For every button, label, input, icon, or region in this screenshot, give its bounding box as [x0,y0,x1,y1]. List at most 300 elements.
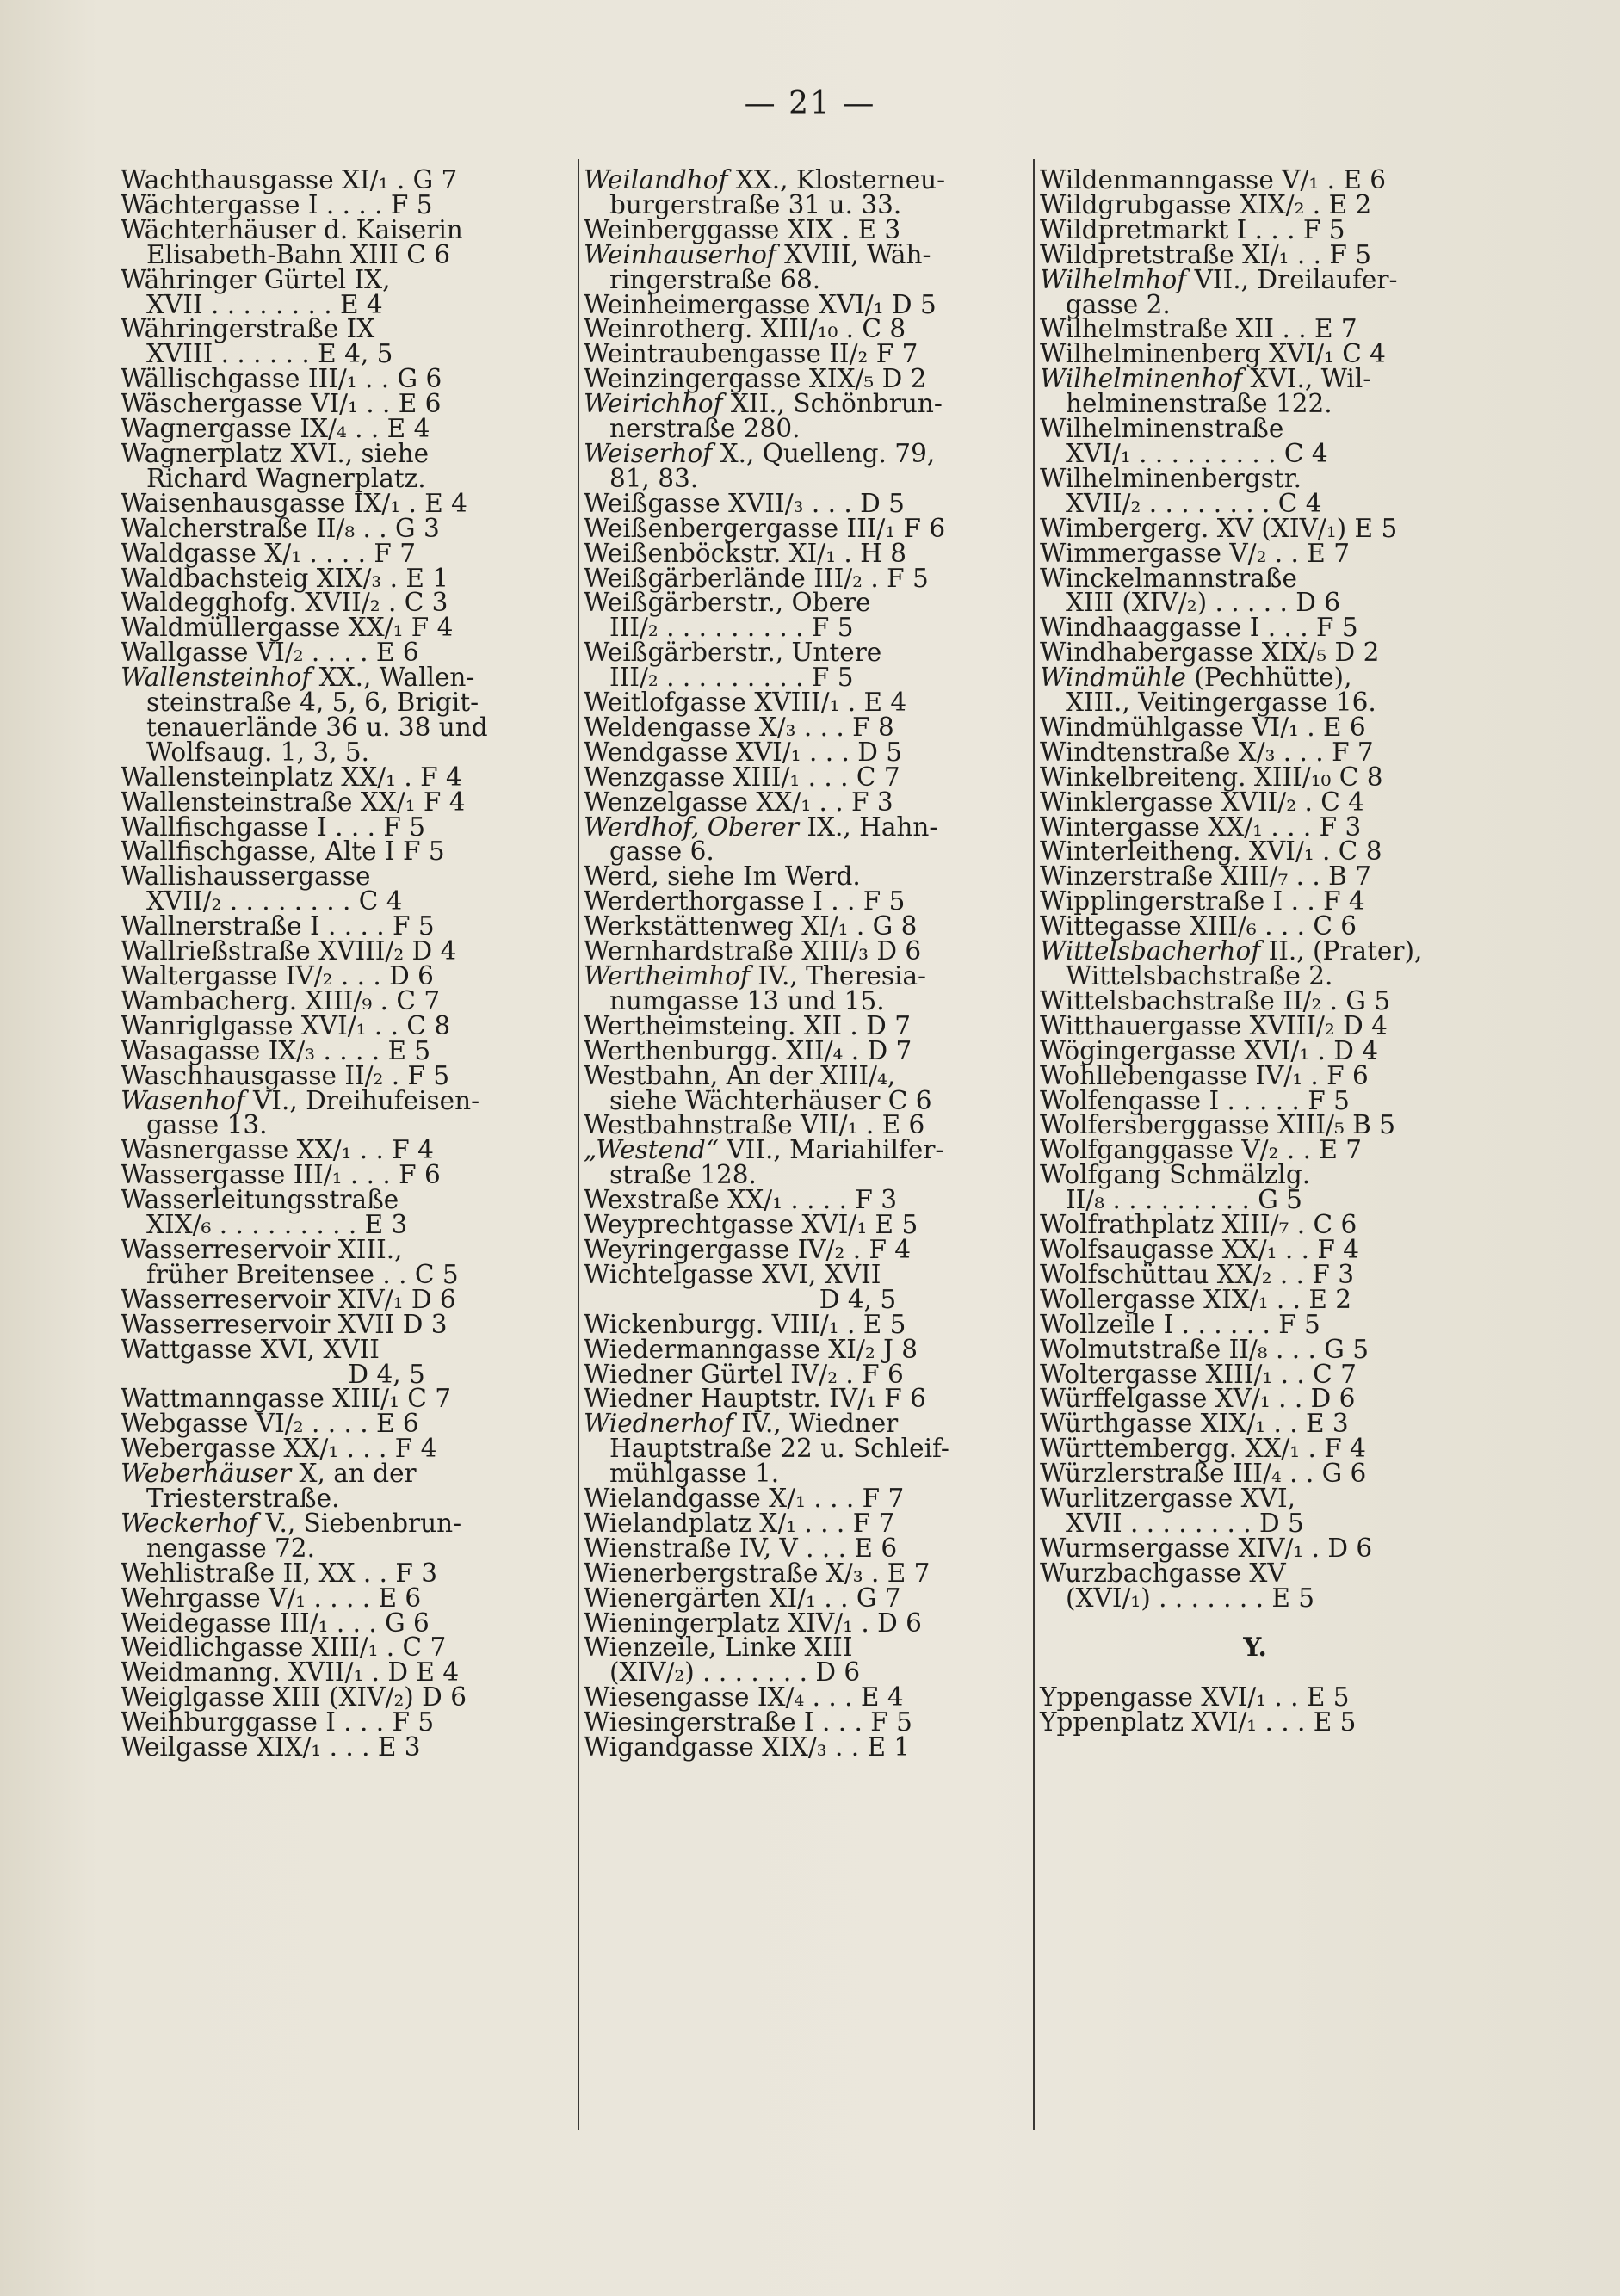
entry-line: Wigandgasse XIX/₃ . . E 1 [584,1732,911,1762]
index-entry [584,961,1014,1015]
index-entry [584,165,1014,219]
index-entry [1040,1010,1470,1040]
entry-line: D 4, 5 [609,1284,897,1314]
entry-line: Weyringergasse IV/₂ . F 4 [584,1234,912,1264]
entry-italic-name: Weirichhof [584,389,723,419]
index-entry [584,1558,1014,1588]
entry-line: Windhaaggasse I . . . F 5 [1040,613,1358,643]
index-entry [584,762,1014,792]
entry-line: Waldbachsteig XIX/₃ . E 1 [121,563,449,593]
entry-text: VI., Dreihufeisen- [244,1085,480,1115]
entry-line: Währingerstraße IX [121,314,375,344]
entry-line: Werthenburgg. XII/₄ . D 7 [584,1035,912,1065]
entry-line: Wattmanngasse XIII/₁ C 7 [121,1384,452,1414]
entry-text: II., (Prater), [1260,936,1423,966]
index-entry [584,1608,1014,1638]
entry-line: Walcherstraße II/₈ . . G 3 [121,513,440,543]
index-entry [1040,1284,1470,1314]
index-entry [584,936,1014,966]
entry-line: früher Breitensee . . C 5 [146,1259,459,1289]
index-entry [1040,364,1470,419]
index-column-3 [1040,165,1470,1737]
entry-line: Winklergasse XVII/₂ . C 4 [1040,787,1364,817]
index-entry [1040,214,1470,244]
index-entry [1040,911,1470,941]
index-entry [1040,1234,1470,1264]
entry-italic-name: Wallensteinhof [121,663,312,693]
entry-line: XVIII . . . . . . E 4, 5 [146,339,393,369]
index-entry [584,1234,1014,1264]
index-entry [584,339,1014,369]
entry-line: II/₈ . . . . . . . . . G 5 [1066,1185,1302,1215]
index-entry [121,1608,551,1638]
index-entry [584,1060,1014,1115]
entry-line: Wolfsaug. 1, 3, 5. [146,737,369,767]
entry-line [121,663,551,693]
entry-line: Weidegasse III/₁ . . . G 6 [121,1608,430,1638]
index-entry [584,1210,1014,1240]
index-entry [1040,1707,1470,1737]
index-entry [584,861,1014,892]
entry-line [584,1135,1014,1165]
entry-line: Wambacherg. XIII/₉ . C 7 [121,985,441,1015]
index-entry [121,1682,551,1713]
entry-line: Wolfgang Schmälzlg. [1040,1160,1311,1190]
index-entry [1040,1359,1470,1389]
index-entry [584,812,1014,867]
index-entry [584,1010,1014,1040]
entry-line [1040,264,1470,294]
entry-line: Wiedner Gürtel IV/₂ . F 6 [584,1359,904,1389]
index-entry [121,1583,551,1613]
entry-text: IV., Wiedner [733,1409,899,1439]
entry-line: XVII/₂ . . . . . . . . C 4 [1066,488,1322,518]
index-entry [1040,1259,1470,1289]
entry-italic-name: Wertheimhof [584,961,750,991]
index-entry [1040,985,1470,1015]
entry-line: Wittelsbachstraße 2. [1066,961,1333,991]
entry-line: III/₂ . . . . . . . . . F 5 [609,663,854,693]
index-entry [584,1633,1014,1688]
entry-italic-name: Windmühle [1040,663,1186,693]
entry-line: XVII . . . . . . . . E 4 [146,289,383,319]
index-entry [584,488,1014,518]
index-entry [121,961,551,991]
entry-text: V., Siebenbrun- [257,1508,462,1538]
entry-text: XVI., Wil- [1242,364,1372,394]
index-entry [1040,836,1470,867]
entry-line: Wenzgasse XIII/₁ . . . C 7 [584,762,900,792]
entry-line: Wendgasse XVI/₁ . . . D 5 [584,737,903,767]
index-entry [121,1459,551,1514]
index-entry [1040,1110,1470,1140]
index-entry [584,389,1014,444]
index-entry [584,787,1014,817]
index-entry [121,1409,551,1439]
entry-line: Wehlistraße II, XX . . F 3 [121,1558,438,1588]
entry-line: Wachthausgasse XI/₁ . G 7 [121,165,458,194]
entry-text: X, an der [291,1459,417,1489]
index-entry [121,563,551,593]
index-entry [584,688,1014,718]
index-column-1 [121,165,551,1762]
entry-line: XIX/₆ . . . . . . . . . E 3 [146,1210,408,1240]
entry-line: Wallishaussergasse [121,861,371,892]
entry-line: Werkstättenweg XI/₁ . G 8 [584,911,918,941]
index-entry [121,638,551,668]
entry-line: Weilgasse XIX/₁ . . . E 3 [121,1732,421,1762]
index-entry [1040,812,1470,842]
entry-line: XVII . . . . . . . . D 5 [1066,1508,1304,1538]
index-entry [1040,737,1470,767]
entry-line: Wallfischgasse, Alte I F 5 [121,836,445,867]
entry-line: Wolfganggasse V/₂ . . E 7 [1040,1135,1363,1165]
index-entry [584,314,1014,344]
index-entry [121,1434,551,1464]
index-entry [584,886,1014,917]
entry-line: XVII/₂ . . . . . . . . C 4 [146,886,403,917]
index-entry [1040,1409,1470,1439]
entry-line: Wiesingerstraße I . . . F 5 [584,1707,912,1737]
index-entry [584,289,1014,319]
index-entry [121,588,551,618]
index-entry [584,1409,1014,1489]
entry-line: burgerstraße 31 u. 33. [609,189,902,219]
index-entry [584,1334,1014,1364]
entry-italic-name: Weckerhof [121,1508,258,1538]
index-entry [121,787,551,817]
index-entry [1040,1309,1470,1339]
index-entry [121,1185,551,1240]
entry-text: IX., Hahn- [798,812,938,842]
entry-line: Weidlichgasse XIII/₁ . C 7 [121,1633,447,1663]
index-entry [121,264,551,319]
entry-line: Wasserleitungsstraße [121,1185,399,1215]
entry-line: Weißgärberlände III/₂ . F 5 [584,563,929,593]
entry-line: Weißenböckstr. XI/₁ . H 8 [584,538,907,568]
entry-line [584,438,1014,468]
entry-line: Wickenburgg. VIII/₁ . E 5 [584,1309,906,1339]
entry-line: Wagnerplatz XVI., siehe [121,438,430,468]
entry-line: Wolfersberggasse XIII/₅ B 5 [1040,1110,1395,1140]
entry-line [584,1409,1014,1439]
entry-line: Winckelmannstraße [1040,563,1297,593]
index-entry [1040,712,1470,742]
entry-line: Windhabergasse XIX/₅ D 2 [1040,638,1380,668]
entry-line: Wattgasse XVI, XVII [121,1334,380,1364]
index-entry [121,214,551,269]
index-entry [121,1633,551,1663]
index-entry [121,812,551,842]
index-entry [584,1309,1014,1339]
entry-line: Wehrgasse V/₁ . . . . E 6 [121,1583,422,1613]
index-entry [584,1484,1014,1514]
index-entry [1040,762,1470,792]
entry-text: IV., Theresia- [749,961,927,991]
index-entry [1040,936,1470,991]
index-entry [121,538,551,568]
index-entry [121,488,551,518]
entry-line: Wächtergasse I . . . . F 5 [121,189,433,219]
entry-line: gasse 13. [146,1110,268,1140]
entry-line: (XVI/₁) . . . . . . . E 5 [1066,1583,1315,1613]
entry-line: Yppenplatz XVI/₁ . . . E 5 [1040,1707,1357,1737]
index-entry [584,911,1014,941]
column-rule-1 [578,159,579,2130]
entry-line: Wilhelmstraße XII . . E 7 [1040,314,1357,344]
index-entry [584,1508,1014,1538]
entry-line: Wertheimsteing. XII . D 7 [584,1010,911,1040]
index-entry [121,1284,551,1314]
entry-line: Wintergasse XX/₁ . . . F 3 [1040,812,1362,842]
entry-line: Wäschergasse VI/₁ . . E 6 [121,389,442,419]
entry-line: ringerstraße 68. [609,264,821,294]
index-entry [1040,513,1470,543]
entry-line: Wildenmanngasse V/₁ . E 6 [1040,165,1387,194]
entry-line: Württembergg. XX/₁ . F 4 [1040,1434,1366,1464]
index-entry [1040,1085,1470,1115]
entry-line: Webergasse XX/₁ . . . F 4 [121,1434,437,1464]
entry-line: Wasserreservoir XIII., [121,1234,403,1264]
index-column-2 [584,165,1014,1762]
index-entry [1040,861,1470,892]
entry-italic-name: Weilandhof [584,165,728,194]
index-entry [121,665,551,765]
index-entry [584,1384,1014,1414]
entry-italic-name: Wittelsbacherhof [1040,936,1261,966]
index-entry [1040,1459,1470,1489]
entry-line: Wienstraße IV, V . . . E 6 [584,1533,898,1563]
entry-line [121,1085,551,1115]
entry-line: Waldegghofg. XVII/₂ . C 3 [121,588,448,618]
entry-line: Weintraubengasse II/₂ F 7 [584,339,918,369]
entry-line: Weinberggasse XIX . E 3 [584,214,901,244]
index-entry [1040,1160,1470,1215]
index-entry [121,861,551,917]
entry-line: Wipplingerstraße I . . F 4 [1040,886,1365,917]
entry-line: steinstraße 4, 5, 6, Brigit- [146,688,479,718]
index-entry [121,1732,551,1762]
entry-line: Wielandplatz X/₁ . . . F 7 [584,1508,895,1538]
index-entry [584,1185,1014,1215]
entry-line: Wollergasse XIX/₁ . . E 2 [1040,1284,1352,1314]
page-number: — 21 — [744,86,876,121]
entry-text: XX., Klosterneu- [727,165,946,194]
index-entry [584,1035,1014,1065]
entry-italic-name: Wasenhof [121,1085,245,1115]
entry-line: Winterleitheng. XVI/₁ . C 8 [1040,836,1382,867]
entry-line: Weißenbergergasse III/₁ F 6 [584,513,946,543]
entry-line: Wildpretmarkt I . . . F 5 [1040,214,1345,244]
entry-line: XIII., Veitingergasse 16. [1066,688,1376,718]
entry-line: Windmühlgasse VI/₁ . E 6 [1040,712,1366,742]
entry-line: 81, 83. [609,463,699,493]
index-entry [584,1359,1014,1389]
entry-text: X., Quelleng. 79, [712,438,936,468]
entry-line: Weldengasse X/₃ . . . F 8 [584,712,894,742]
entry-line: Wasagasse IX/₃ . . . . E 5 [121,1035,431,1065]
index-entry [121,836,551,867]
entry-line: Wallnerstraße I . . . . F 5 [121,911,435,941]
entry-line: Webgasse VI/₂ . . . . E 6 [121,1409,419,1439]
index-entry [1040,314,1470,344]
entry-line: Triesterstraße. [146,1484,340,1514]
index-entry [584,638,1014,693]
entry-line: Wasserreservoir XIV/₁ D 6 [121,1284,456,1314]
index-entry [121,1135,551,1165]
index-entry [121,414,551,444]
entry-line: Würffelgasse XV/₁ . . D 6 [1040,1384,1356,1414]
index-entry [584,1533,1014,1563]
index-entry [584,538,1014,568]
entry-line: Windtenstraße X/₃ . . . F 7 [1040,737,1374,767]
index-entry [1040,264,1470,319]
entry-line: Weitlofgasse XVIII/₁ . E 4 [584,688,907,718]
entry-line: Waisenhausgasse IX/₁ . E 4 [121,488,467,518]
entry-line: Weißgärberstr., Untere [584,638,882,668]
entry-line: nerstraße 280. [609,414,801,444]
entry-line: Witthauergasse XVIII/₂ D 4 [1040,1010,1388,1040]
index-entry [121,936,551,966]
entry-line: Yppengasse XVI/₁ . . E 5 [1040,1682,1350,1713]
entry-line: XVI/₁ . . . . . . . . . C 4 [1066,438,1328,468]
entry-line: numgasse 13 und 15. [609,985,885,1015]
index-entry [1040,1210,1470,1240]
entry-line: Wieningerplatz XIV/₁ . D 6 [584,1608,922,1638]
entry-line: tenauerlände 36 u. 38 und [146,712,488,742]
index-entry [121,1234,551,1289]
entry-line: Wexstraße XX/₁ . . . . F 3 [584,1185,898,1215]
entry-line: Weinzingergasse XIX/₅ D 2 [584,364,927,394]
index-entry [1040,1060,1470,1090]
entry-line: Wittegasse XIII/₆ . . . C 6 [1040,911,1357,941]
index-entry [121,1508,551,1563]
entry-italic-name: Wilhelminenhof [1040,364,1243,394]
entry-line: Werderthorgasse I . . F 5 [584,886,906,917]
entry-line: Weiglgasse XIII (XIV/₂) D 6 [121,1682,467,1713]
entry-line: Wernhardstraße XIII/₃ D 6 [584,936,922,966]
entry-italic-name: Weiserhof [584,438,713,468]
entry-line: Winzerstraße XIII/₇ . . B 7 [1040,861,1371,892]
entry-text: (Pechhütte), [1186,663,1352,693]
entry-line: Wasserreservoir XVII D 3 [121,1309,448,1339]
index-entry [584,737,1014,767]
index-entry [121,1010,551,1040]
index-entry [1040,463,1470,518]
entry-line [1040,936,1470,966]
index-entry [121,1657,551,1688]
entry-line: Waldmüllergasse XX/₁ F 4 [121,613,454,643]
entry-line: Weihburggasse I . . . F 5 [121,1707,435,1737]
entry-line: Weidmanng. XVII/₁ . D E 4 [121,1657,460,1688]
index-entry [584,1135,1014,1190]
index-entry [121,364,551,394]
index-entry [1040,538,1470,568]
entry-line: Wolfrathplatz XIII/₇ . C 6 [1040,1210,1357,1240]
index-entry [1040,1486,1470,1536]
index-entry [121,911,551,941]
entry-italic-name: Werdhof, Oberer [584,812,799,842]
entry-line: Weißgärberstr., Obere [584,588,871,618]
entry-line: gasse 2. [1066,289,1171,319]
entry-line: Waltergasse IV/₂ . . . D 6 [121,961,434,991]
index-entry [584,214,1014,244]
index-entry [584,1682,1014,1713]
entry-line: Wallfischgasse I . . . F 5 [121,812,426,842]
entry-line: Wögingergasse XVI/₁ . D 4 [1040,1035,1379,1065]
entry-line: Wagnergasse IX/₄ . . E 4 [121,414,430,444]
index-entry [584,1583,1014,1613]
entry-line: Wimbergerg. XV (XIV/₁) E 5 [1040,513,1398,543]
index-entry [121,438,551,493]
index-entry [1040,414,1470,468]
index-entry [121,314,551,369]
index-entry [584,438,1014,493]
entry-line: Währinger Gürtel IX, [121,264,391,294]
index-entry [1040,787,1470,817]
entry-line: Wallgasse VI/₂ . . . . E 6 [121,638,419,668]
entry-line [121,1508,551,1538]
entry-line: Weinheimergasse XVI/₁ D 5 [584,289,937,319]
entry-line: Richard Wagnerplatz. [146,463,426,493]
index-entry [1040,1334,1470,1364]
entry-line [584,389,1014,419]
entry-line: III/₂ . . . . . . . . . F 5 [609,613,854,643]
index-entry [584,1110,1014,1140]
entry-line: helminenstraße 122. [1066,389,1332,419]
entry-italic-name: Weberhäuser [121,1459,292,1489]
index-entry [1040,239,1470,269]
entry-line: Wiedner Hauptstr. IV/₁ F 6 [584,1384,926,1414]
entry-line: Wurzbachgasse XV [1040,1558,1286,1588]
entry-line [584,961,1014,991]
index-entry [1040,1682,1470,1713]
entry-italic-name: Weinhauserhof [584,239,776,269]
index-entry [1040,638,1470,668]
entry-italic-name: „Westend“ [584,1135,720,1165]
entry-line: Würthgasse XIX/₁ . . E 3 [1040,1409,1349,1439]
entry-line: Westbahn, An der XIII/₄, [584,1060,896,1090]
index-entry [1040,1035,1470,1065]
index-entry [121,985,551,1015]
entry-line: nengasse 72. [146,1533,315,1563]
entry-line: Wassergasse III/₁ . . . F 6 [121,1160,441,1190]
entry-line: siehe Wächterhäuser C 6 [609,1085,932,1115]
entry-line: Weyprechtgasse XVI/₁ E 5 [584,1210,918,1240]
index-entry [121,1160,551,1190]
entry-line: Wielandgasse X/₁ . . . F 7 [584,1484,905,1514]
index-entry [1040,663,1470,718]
entry-line: Wittelsbachstraße II/₂ . G 5 [1040,985,1391,1015]
entry-line: Wasnergasse XX/₁ . . F 4 [121,1135,434,1165]
index-entry [1040,613,1470,643]
entry-line: Wildgrubgasse XIX/₂ . E 2 [1040,189,1372,219]
index-entry [584,364,1014,394]
index-entry [584,1259,1014,1314]
entry-line: Winkelbreiteng. XIII/₁₀ C 8 [1040,762,1383,792]
index-entry [121,613,551,643]
entry-text: XVIII, Wäh- [776,239,931,269]
entry-line: Wolmutstraße II/₈ . . . G 5 [1040,1334,1369,1364]
index-entry [1040,165,1470,194]
index-entry [121,1060,551,1090]
index-entry [121,189,551,219]
index-entry [1040,339,1470,369]
entry-line: Wimmergasse V/₂ . . E 7 [1040,538,1350,568]
index-entry [121,389,551,419]
entry-line: Waschhausgasse II/₂ . F 5 [121,1060,450,1090]
entry-line: Wällischgasse III/₁ . . G 6 [121,364,442,394]
